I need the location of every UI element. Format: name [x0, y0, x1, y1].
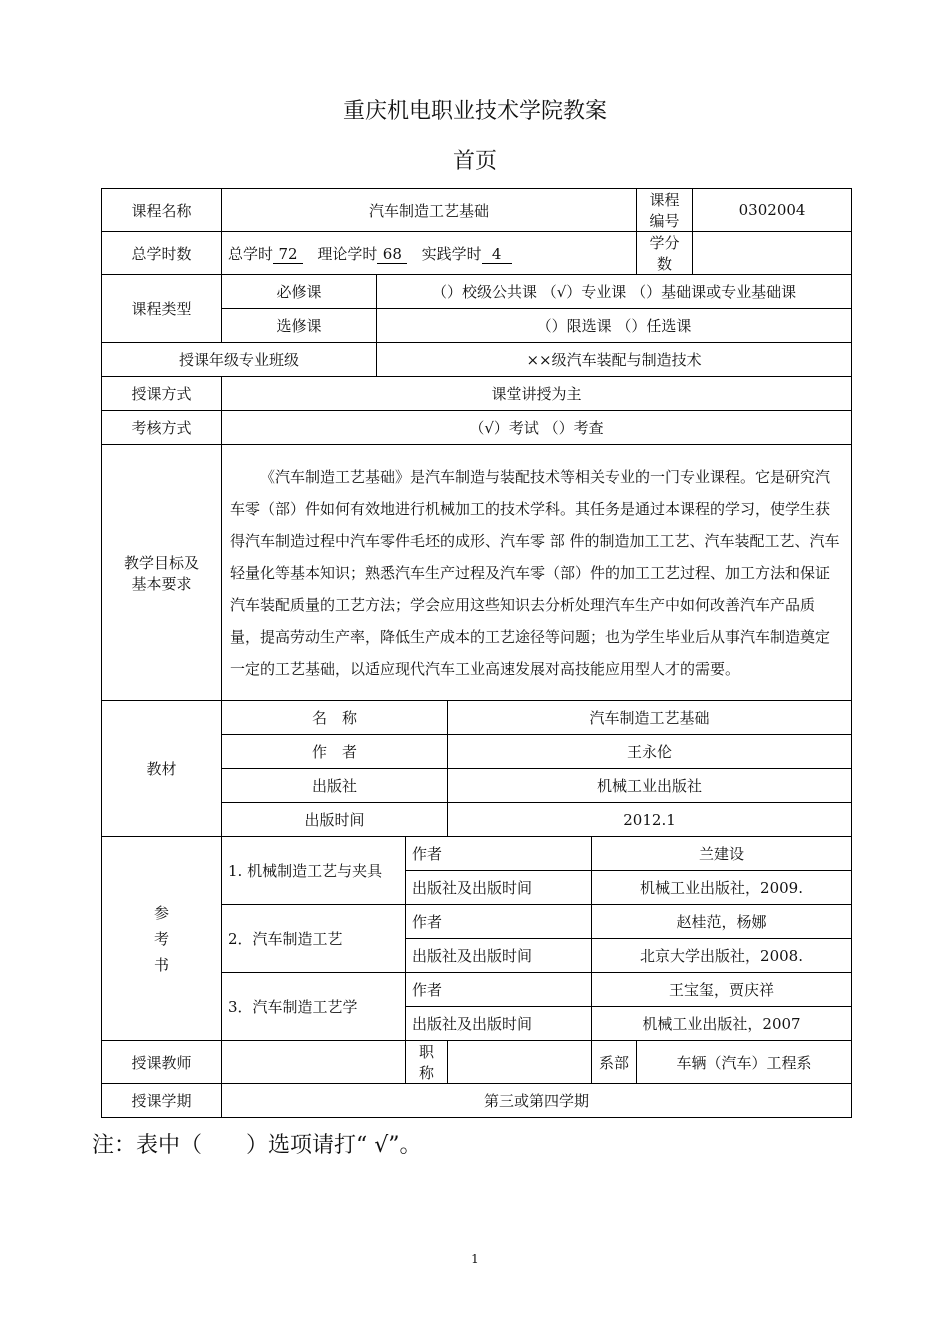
credits-value [693, 232, 852, 275]
reference-author-label: 作者 [406, 973, 592, 1007]
reference-author-label: 作者 [406, 837, 592, 871]
required-options: （）校级公共课 （√）专业课 （）基础课或专业基础课 [377, 275, 852, 309]
reference-pub-label: 出版社及出版时间 [406, 1007, 592, 1041]
reference-pub: 机械工业出版社，2007 [592, 1007, 852, 1041]
reference-title: 1. 机械制造工艺与夹具 [222, 837, 406, 905]
total-hours: 72 [273, 245, 303, 264]
reference-pub-label: 出版社及出版时间 [406, 939, 592, 973]
credits-label: 学分数 [637, 232, 693, 275]
reference-pub: 机械工业出版社，2009. [592, 871, 852, 905]
teacher-name [222, 1041, 406, 1084]
table-row [102, 1084, 852, 1118]
hours-label: 总学时数 [102, 232, 222, 275]
textbook-date-label: 出版时间 [222, 803, 448, 837]
reference-author: 赵桂范，杨娜 [592, 905, 852, 939]
table-row [102, 1041, 852, 1084]
teacher-label: 授课教师 [102, 1041, 222, 1084]
document-subtitle: 首页 [452, 149, 497, 174]
reference-author-label: 作者 [406, 905, 592, 939]
goals-label: 教学目标及 基本要求 [102, 445, 222, 701]
table-row [102, 411, 852, 445]
lesson-plan-table [101, 188, 852, 1118]
course-name: 汽车制造工艺基础 [222, 189, 637, 232]
table-row [102, 377, 852, 411]
references-label: 参 考 书 [102, 837, 222, 1041]
theory-hours: 68 [377, 245, 407, 264]
reference-author: 兰建设 [592, 837, 852, 871]
table-row [102, 275, 852, 309]
reference-author: 王宝玺，贾庆祥 [592, 973, 852, 1007]
table-row [102, 189, 852, 232]
textbook-author-label: 作 者 [222, 735, 448, 769]
course-type-label: 课程类型 [102, 275, 222, 343]
reference-pub: 北京大学出版社，2008. [592, 939, 852, 973]
table-row [102, 701, 852, 735]
practice-hours: 4 [482, 245, 512, 264]
teacher-title-label: 职称 [406, 1041, 448, 1084]
textbook-date: 2012.1 [448, 803, 852, 837]
hours-breakdown: 总学时 72 理论学时 68 实践学时 4 [222, 232, 637, 275]
page-number: 1 [471, 1252, 479, 1266]
textbook-publisher: 机械工业出版社 [448, 769, 852, 803]
textbook-author: 王永伦 [448, 735, 852, 769]
table-row [102, 343, 852, 377]
exam-label: 考核方式 [102, 411, 222, 445]
term-value: 第三或第四学期 [222, 1084, 852, 1118]
dept-label: 系部 [592, 1041, 637, 1084]
dept-value: 车辆（汽车）工程系 [637, 1041, 852, 1084]
class-label: 授课年级专业班级 [102, 343, 377, 377]
required-label: 必修课 [222, 275, 377, 309]
document-title: 重庆机电职业技术学院教案 [342, 99, 607, 124]
course-name-label: 课程名称 [102, 189, 222, 232]
method-label: 授课方式 [102, 377, 222, 411]
course-code-label: 课程编号 [637, 189, 693, 232]
goals-text: 《汽车制造工艺基础》是汽车制造与装配技术等相关专业的一门专业课程。它是研究汽车零（部）件如何有效地进行机械加工的技术学科。其任务是通过本课程的学习，使学生获得汽车制造过程中汽车零件毛坯的成形、汽车零 部 件的制造加工工艺、汽车装配工艺、汽车轻量化等基本知识；熟悉汽车生产过程及汽车零（部）件的加工工艺过程、加工方法和保证汽车装配质量的工艺方法；学会应用这些知识去分析处理汽车生产中如何改善汽车产品质量，提高劳动生产率，降低生产成本的工艺途径等问题；也为学生毕业后从事汽车制造奠定一定的工艺基础，以适应现代汽车工业高速发展对高技能应用型人才的需要。 [222, 445, 852, 701]
table-row [102, 232, 852, 275]
course-code: 0302004 [693, 189, 852, 232]
term-label: 授课学期 [102, 1084, 222, 1118]
elective-options: （）限选课 （）任选课 [377, 309, 852, 343]
teacher-title [448, 1041, 592, 1084]
class-value: ××级汽车装配与制造技术 [377, 343, 852, 377]
footnote: 注：表中（ ）选项请打“ √”。 [92, 1133, 422, 1158]
table-row [102, 445, 852, 701]
reference-title: 2．汽车制造工艺 [222, 905, 406, 973]
reference-title: 3．汽车制造工艺学 [222, 973, 406, 1041]
textbook-label: 教材 [102, 701, 222, 837]
textbook-publisher-label: 出版社 [222, 769, 448, 803]
exam-value: （√）考试 （）考查 [222, 411, 852, 445]
method-value: 课堂讲授为主 [222, 377, 852, 411]
reference-pub-label: 出版社及出版时间 [406, 871, 592, 905]
table-row [102, 837, 852, 871]
elective-label: 选修课 [222, 309, 377, 343]
textbook-name-label: 名 称 [222, 701, 448, 735]
textbook-name: 汽车制造工艺基础 [448, 701, 852, 735]
